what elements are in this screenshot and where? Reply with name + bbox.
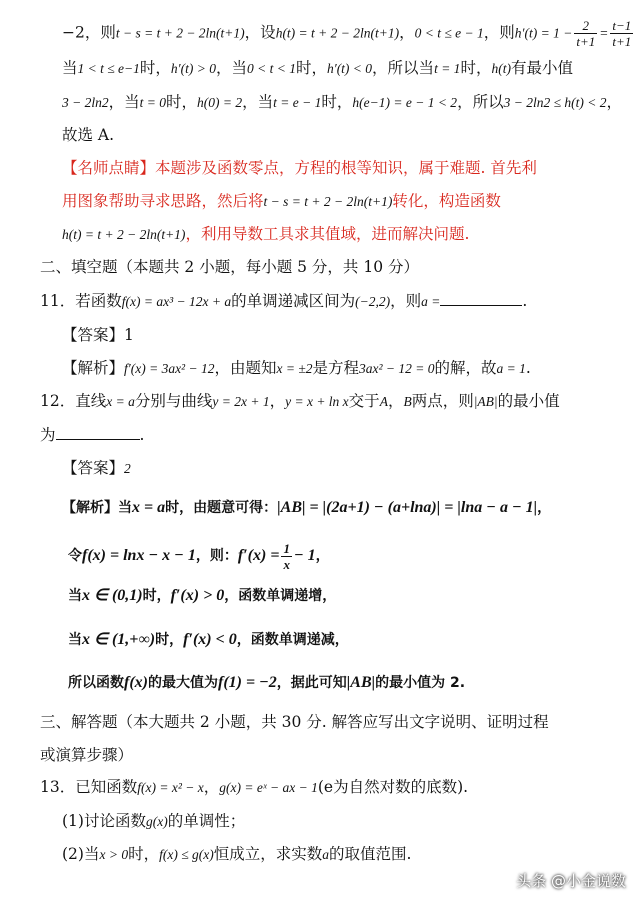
text: 时，: [142, 588, 171, 604]
text: 为: [40, 426, 56, 444]
fraction: [610, 18, 633, 49]
text: ，则：: [195, 548, 238, 564]
text: ，则: [390, 292, 422, 310]
text: 恒成立，求实数: [213, 845, 323, 863]
formula: 3ax² − 12 = 0: [359, 361, 435, 376]
text: 令: [68, 548, 82, 564]
text: 的解，故: [434, 359, 497, 377]
formula: f′(x) = 3ax² − 12: [124, 361, 215, 376]
formula: =: [599, 25, 609, 41]
formula: t − s = t + 2 − 2ln(t+1): [115, 25, 245, 41]
text: .: [139, 426, 145, 444]
answer-label: 【答案】: [62, 459, 125, 477]
formula: t = 1: [434, 61, 461, 76]
text: (2)当: [62, 845, 100, 863]
text: ，所以当: [372, 59, 435, 77]
q12-analysis-line-5: [68, 672, 465, 694]
teacher-tip-line-1: 【名师点睛】本题涉及函数零点，方程的根等知识，属于难题. 首先利: [62, 159, 537, 177]
formula: h(t) = t + 2 − 2ln(t+1): [62, 227, 186, 242]
formula: x ∈ (0,1): [82, 587, 143, 604]
text: 时，由题意可得：: [165, 500, 278, 516]
text: 时，: [166, 93, 198, 111]
formula: |AB|: [473, 394, 498, 409]
formula: h(t) = t + 2 − 2ln(t+1): [275, 25, 400, 41]
text: ，: [606, 93, 622, 111]
choice-answer-line: 故选 A.: [62, 126, 115, 144]
text: 交于: [348, 392, 380, 410]
text: 是方程: [312, 359, 360, 377]
formula: (−2,2): [355, 294, 391, 309]
formula: h′(t) > 0: [170, 61, 216, 76]
formula: f(x) ≤ g(x): [159, 847, 214, 862]
formula: A: [379, 394, 388, 409]
fraction-numerator: 1: [283, 540, 290, 556]
text: 的最小值: [497, 392, 560, 410]
formula: f(x) = lnx − x − 1: [82, 547, 196, 564]
formula: a: [322, 847, 329, 862]
formula: f′(x) < 0: [183, 631, 237, 648]
formula: x = a: [132, 499, 166, 516]
formula: 1 < t ≤ e−1: [77, 61, 140, 76]
text: ，由题知: [214, 359, 277, 377]
text: 时，: [321, 93, 353, 111]
formula: t = e − 1: [273, 95, 322, 110]
text: ，: [399, 23, 415, 42]
text: 两点，则: [411, 392, 474, 410]
text: ，当: [215, 59, 247, 77]
question-13-part-2: [62, 843, 411, 866]
fraction: [281, 541, 292, 572]
teacher-tip-line-2: [62, 190, 501, 213]
solution-tail-line-2: [62, 57, 573, 80]
formula: |AB|: [346, 674, 376, 691]
section-heading-fill-in: 二、填空题（本题共 2 小题，每小题 5 分，共 10 分）: [40, 258, 420, 276]
teacher-tip-line-3: [62, 223, 469, 246]
question-13-part-1: [62, 810, 245, 833]
answer-label: 【答案】: [62, 326, 125, 344]
text: ，当: [242, 93, 274, 111]
text: 的取值范围.: [329, 845, 412, 863]
text: ，函数单调递增，: [224, 588, 337, 604]
analysis-label: 【解析】: [62, 359, 125, 377]
formula: f(x) = x² − x: [137, 780, 204, 795]
text: (e为自然对数的底数).: [317, 778, 469, 796]
formula: y = 2x + 1: [212, 394, 270, 409]
text: ，设: [244, 23, 276, 42]
q11-answer: [62, 324, 134, 346]
fraction-numerator: 2: [574, 18, 597, 34]
text: 当: [62, 59, 78, 77]
text: 时，: [295, 59, 327, 77]
answer-value: 1: [124, 326, 134, 344]
text: 11．若函数: [40, 292, 122, 310]
text: 转化，构造函数: [392, 192, 501, 210]
fraction-denominator: t+1: [612, 34, 632, 49]
q12-analysis-line-1: [62, 497, 551, 519]
formula: 3 − 2ln2: [62, 95, 109, 110]
fraction-numerator: t−1: [612, 18, 632, 33]
question-11: [40, 290, 527, 313]
formula: f(x) = ax³ − 12x + a: [121, 294, 232, 309]
formula: h(e−1) = e − 1 < 2: [352, 95, 458, 110]
section-heading-solutions-continued: 或演算步骤）: [40, 746, 134, 764]
text: 12．直线: [40, 392, 107, 410]
text: 时，: [128, 845, 160, 863]
formula: f(x): [124, 674, 148, 691]
formula: h′(t) < 0: [326, 61, 373, 76]
text: .: [525, 359, 531, 377]
fraction-denominator: x: [283, 556, 290, 572]
formula: |AB| = |(2a+1) − (a+lna)| = |lna − a − 1|: [277, 499, 538, 516]
answer-value: 2: [124, 461, 131, 476]
text: 的单调性；: [167, 812, 246, 830]
text: ，: [315, 548, 330, 564]
formula: g(x): [145, 814, 168, 829]
text: 的单调递减区间为: [231, 292, 356, 310]
q11-analysis: [62, 357, 531, 380]
text: ，: [387, 392, 404, 410]
question-13: [40, 776, 468, 799]
solution-tail-line-1: [62, 18, 635, 49]
formula: y = x + ln x: [285, 394, 349, 409]
watermark: 头条 @小金说数: [516, 872, 626, 890]
formula: x = a: [106, 394, 135, 409]
formula: t − s = t + 2 − 2ln(t+1): [263, 194, 393, 209]
solution-tail-line-3: [62, 91, 622, 114]
formula: 3 − 2ln2 ≤ h(t) < 2: [503, 95, 607, 110]
q12-answer: [62, 457, 131, 480]
text: ，据此可知: [276, 675, 347, 691]
formula: f(1) = −2: [217, 674, 277, 691]
text: ，: [203, 778, 220, 796]
q12-analysis-line-4: [68, 629, 349, 651]
q12-analysis-line-3: [68, 585, 336, 607]
formula: f′(x) =: [237, 547, 280, 564]
text: 当: [118, 500, 132, 516]
answer-blank: [56, 425, 140, 440]
formula: t = 0: [139, 95, 167, 110]
formula: x > 0: [99, 847, 129, 862]
question-12-continued: [40, 424, 144, 446]
text: ，利用导数工具求其值域，进而解决问题.: [185, 225, 470, 243]
formula: h′(t) = 1 −: [514, 25, 573, 41]
text: 用图象帮助寻求思路，然后将: [62, 192, 264, 210]
text: 有最小值: [510, 59, 573, 77]
formula: x = ±2: [276, 361, 313, 376]
text: 13．已知函数: [40, 778, 138, 796]
text: ，函数单调递减，: [236, 632, 349, 648]
formula: h(t): [491, 61, 511, 76]
formula: h(0) = 2: [197, 95, 243, 110]
text: 的最小值为 2.: [375, 675, 466, 691]
text: 时，: [460, 59, 492, 77]
text: ，当: [108, 93, 140, 111]
text: ，则: [483, 23, 515, 42]
text: 所以函数: [68, 675, 124, 691]
formula: B: [403, 394, 412, 409]
q12-analysis-line-2: [68, 539, 330, 573]
text: (1)讨论函数: [62, 812, 146, 830]
text: ，: [537, 500, 552, 516]
formula: 0 < t < 1: [246, 61, 296, 76]
fraction: [574, 18, 597, 49]
formula: f′(x) > 0: [170, 587, 225, 604]
text: 当: [68, 632, 82, 648]
text: ，所以: [457, 93, 504, 111]
formula: x ∈ (1,+∞): [82, 631, 156, 648]
text: 时，: [139, 59, 171, 77]
formula: 0 < t ≤ e − 1: [414, 25, 484, 41]
section-heading-solutions: 三、解答题（本大题共 2 小题，共 30 分. 解答应写出文字说明、证明过程: [40, 713, 549, 731]
fraction-denominator: t+1: [576, 34, 596, 49]
formula: a =: [421, 294, 441, 309]
text: .: [522, 292, 528, 310]
text: −2，则: [62, 23, 116, 42]
formula: − 1: [293, 547, 316, 564]
question-12: [40, 390, 560, 413]
answer-blank: [440, 291, 522, 306]
text: 时，: [155, 632, 184, 648]
formula: g(x) = eˣ − ax − 1: [219, 780, 318, 795]
text: 分别与曲线: [134, 392, 213, 410]
analysis-label: 【解析】: [62, 500, 118, 516]
text: 的最大值为: [147, 675, 218, 691]
formula: a = 1: [496, 361, 526, 376]
text: 当: [68, 588, 82, 604]
text: ，: [269, 392, 286, 410]
